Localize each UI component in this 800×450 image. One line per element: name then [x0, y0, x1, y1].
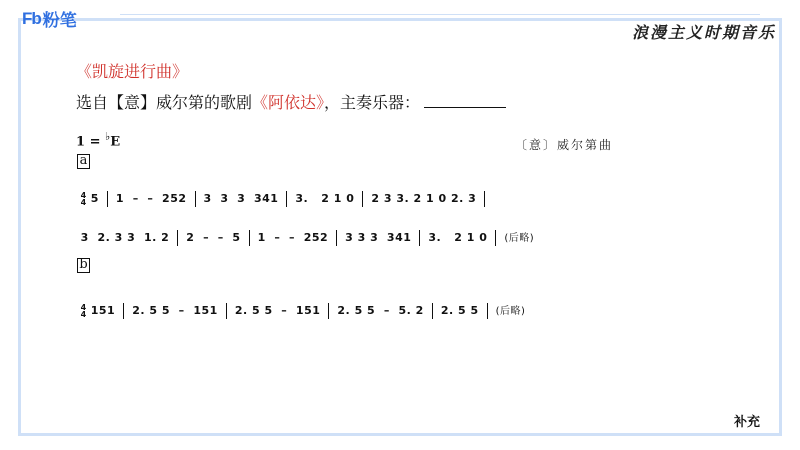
omitted-note: (后略) — [504, 233, 535, 244]
supplement-label: 补充 — [733, 415, 760, 430]
key-note: E — [110, 134, 121, 150]
measure: 3 3 3 341 — [345, 231, 412, 244]
key-flat: ♭ — [105, 130, 111, 143]
barline — [249, 230, 250, 246]
section-label-b: b — [77, 258, 90, 273]
question-post: ，主奏乐器： — [324, 93, 421, 112]
barline — [286, 191, 287, 207]
measure: 1 – – 252 — [257, 231, 329, 244]
key-signature — [76, 130, 120, 149]
measure: 5 — [90, 192, 99, 205]
measure: 3. 2 1 0 — [428, 231, 488, 244]
section-label-a: a — [77, 154, 90, 169]
measure: 2. 5 5 – 151 — [234, 304, 321, 317]
measure: 2 3 3. 2 1 0 2. 3 — [371, 192, 477, 205]
question-text — [76, 90, 506, 113]
barline — [419, 230, 420, 246]
barline — [362, 191, 363, 207]
measure: 151 — [90, 304, 116, 317]
score-row-2 — [72, 216, 534, 246]
key-prefix: 1 = — [76, 134, 105, 150]
section-title: 浪漫主义时期音乐 — [631, 23, 776, 42]
barline — [495, 230, 496, 246]
barline — [177, 230, 178, 246]
barline — [336, 230, 337, 246]
measure: 3 2. 3 3 1. 2 — [80, 231, 170, 244]
barline — [195, 191, 196, 207]
header-divider — [120, 14, 760, 15]
barline — [328, 303, 329, 319]
barline — [487, 303, 488, 319]
measure: 2. 5 5 – 5. 2 — [337, 304, 424, 317]
time-signature: 4 4 — [80, 303, 87, 319]
barline — [432, 303, 433, 319]
measure: 1 – – 252 — [115, 192, 187, 205]
measure: 2. 5 5 — [440, 304, 479, 317]
score-row-1 — [72, 178, 493, 207]
answer-blank — [424, 93, 506, 108]
barline — [226, 303, 227, 319]
composer-credit: 〔意〕威尔第曲 — [515, 138, 614, 152]
question-opera: 《阿依达》 — [252, 93, 325, 112]
logo-mark: Fb — [22, 8, 41, 28]
barline — [123, 303, 124, 319]
brand-logo — [22, 6, 77, 31]
barline — [484, 191, 485, 207]
question-pre: 选自【意】威尔第的歌剧 — [76, 93, 253, 112]
measure: 3 3 3 341 — [203, 192, 279, 205]
measure: 2 – – 5 — [186, 231, 241, 244]
omitted-note: (后略) — [495, 306, 526, 317]
score-row-3 — [72, 289, 525, 319]
measure: 2. 5 5 – 151 — [132, 304, 218, 317]
measure: 3. 2 1 0 — [295, 192, 355, 205]
piece-title: 《凯旋进行曲》 — [76, 62, 189, 81]
time-signature: 4 4 — [80, 191, 87, 207]
logo-text: 粉笔 — [42, 11, 77, 30]
barline — [107, 191, 108, 207]
